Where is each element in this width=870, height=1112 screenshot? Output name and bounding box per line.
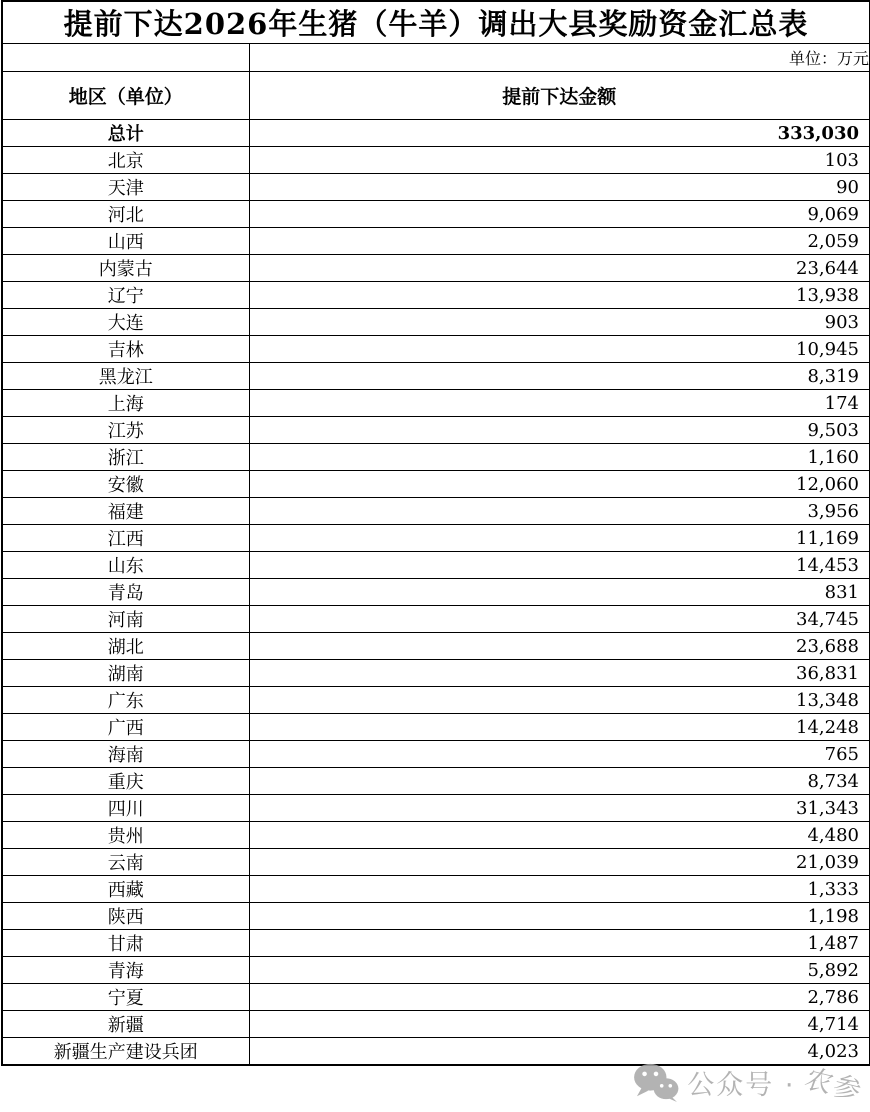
region-cell: 浙江 [2,444,249,471]
table-row [2,282,870,309]
table-row [2,309,870,336]
table-row [2,1038,870,1066]
watermark-text [687,1063,868,1107]
table-row [2,633,870,660]
table-row [2,768,870,795]
amount-cell: 21,039 [249,849,870,876]
amount-cell: 11,169 [249,525,870,552]
table-row [2,552,870,579]
region-cell: 总计 [2,120,249,147]
amount-cell: 23,644 [249,255,870,282]
table-row [2,390,870,417]
table-title-row [2,1,870,44]
amount-cell: 23,688 [249,633,870,660]
region-cell: 西藏 [2,876,249,903]
region-cell: 江苏 [2,417,249,444]
amount-cell: 9,503 [249,417,870,444]
table-row [2,525,870,552]
region-cell: 贵州 [2,822,249,849]
watermark [633,1062,868,1107]
table-row [2,606,870,633]
table-row [2,741,870,768]
table-row [2,660,870,687]
region-cell: 广东 [2,687,249,714]
table-row [2,498,870,525]
amount-cell: 4,480 [249,822,870,849]
amount-cell: 8,734 [249,768,870,795]
region-cell: 陕西 [2,903,249,930]
table-row [2,984,870,1011]
table-row [2,1011,870,1038]
amount-cell: 831 [249,579,870,606]
region-cell: 天津 [2,174,249,201]
table-row [2,444,870,471]
amount-cell: 1,487 [249,930,870,957]
region-cell: 广西 [2,714,249,741]
table-row [2,822,870,849]
amount-cell: 174 [249,390,870,417]
region-cell: 山西 [2,228,249,255]
region-cell: 辽宁 [2,282,249,309]
table-row [2,336,870,363]
amount-cell: 10,945 [249,336,870,363]
amount-cell: 13,348 [249,687,870,714]
amount-cell: 1,333 [249,876,870,903]
region-cell: 江西 [2,525,249,552]
amount-cell: 4,023 [249,1038,870,1066]
region-cell: 上海 [2,390,249,417]
table-row [2,714,870,741]
region-cell: 黑龙江 [2,363,249,390]
amount-cell: 2,786 [249,984,870,1011]
region-cell: 北京 [2,147,249,174]
table-row [2,201,870,228]
table-row [2,228,870,255]
table-row [2,579,870,606]
column-header-region: 地区（单位） [2,72,249,120]
amount-cell: 103 [249,147,870,174]
watermark-brand: 农参 [800,1063,868,1107]
region-cell: 青海 [2,957,249,984]
table-title: 提前下达2026年生猪（牛羊）调出大县奖励资金汇总表 [2,1,870,44]
region-cell: 湖南 [2,660,249,687]
region-cell: 吉林 [2,336,249,363]
unit-note-empty-cell [2,44,249,72]
table-row [2,363,870,390]
region-cell: 河南 [2,606,249,633]
table-header-row [2,72,870,120]
region-cell: 内蒙古 [2,255,249,282]
amount-cell: 5,892 [249,957,870,984]
region-cell: 福建 [2,498,249,525]
amount-cell: 1,198 [249,903,870,930]
table-row [2,930,870,957]
amount-cell: 2,059 [249,228,870,255]
table-row [2,255,870,282]
table-row [2,687,870,714]
region-cell: 四川 [2,795,249,822]
column-header-amount: 提前下达金额 [249,72,870,120]
amount-cell: 3,956 [249,498,870,525]
watermark-text-prefix: 公众号 · [687,1069,806,1101]
amount-cell: 31,343 [249,795,870,822]
table-row [2,876,870,903]
unit-note: 单位：万元 [249,44,870,72]
amount-cell: 14,453 [249,552,870,579]
amount-cell: 1,160 [249,444,870,471]
amount-cell: 765 [249,741,870,768]
amount-cell: 36,831 [249,660,870,687]
amount-cell: 13,938 [249,282,870,309]
region-cell: 河北 [2,201,249,228]
table-row [2,795,870,822]
table-row [2,849,870,876]
table-row [2,147,870,174]
amount-cell: 12,060 [249,471,870,498]
region-cell: 新疆 [2,1011,249,1038]
amount-cell: 4,714 [249,1011,870,1038]
region-cell: 云南 [2,849,249,876]
region-cell: 大连 [2,309,249,336]
amount-cell: 14,248 [249,714,870,741]
unit-note-row [2,44,870,72]
amount-cell: 333,030 [249,120,870,147]
table-row [2,957,870,984]
region-cell: 新疆生产建设兵团 [2,1038,249,1066]
region-cell: 湖北 [2,633,249,660]
table-row [2,903,870,930]
table-row [2,471,870,498]
region-cell: 海南 [2,741,249,768]
region-cell: 重庆 [2,768,249,795]
table-row [2,174,870,201]
amount-cell: 9,069 [249,201,870,228]
region-cell: 山东 [2,552,249,579]
region-cell: 安徽 [2,471,249,498]
wechat-icon [633,1062,679,1102]
region-cell: 甘肃 [2,930,249,957]
region-cell: 宁夏 [2,984,249,1011]
reward-funds-summary-table [1,0,870,1066]
amount-cell: 90 [249,174,870,201]
amount-cell: 903 [249,309,870,336]
amount-cell: 34,745 [249,606,870,633]
table-row [2,120,870,147]
region-cell: 青岛 [2,579,249,606]
table-row [2,417,870,444]
amount-cell: 8,319 [249,363,870,390]
